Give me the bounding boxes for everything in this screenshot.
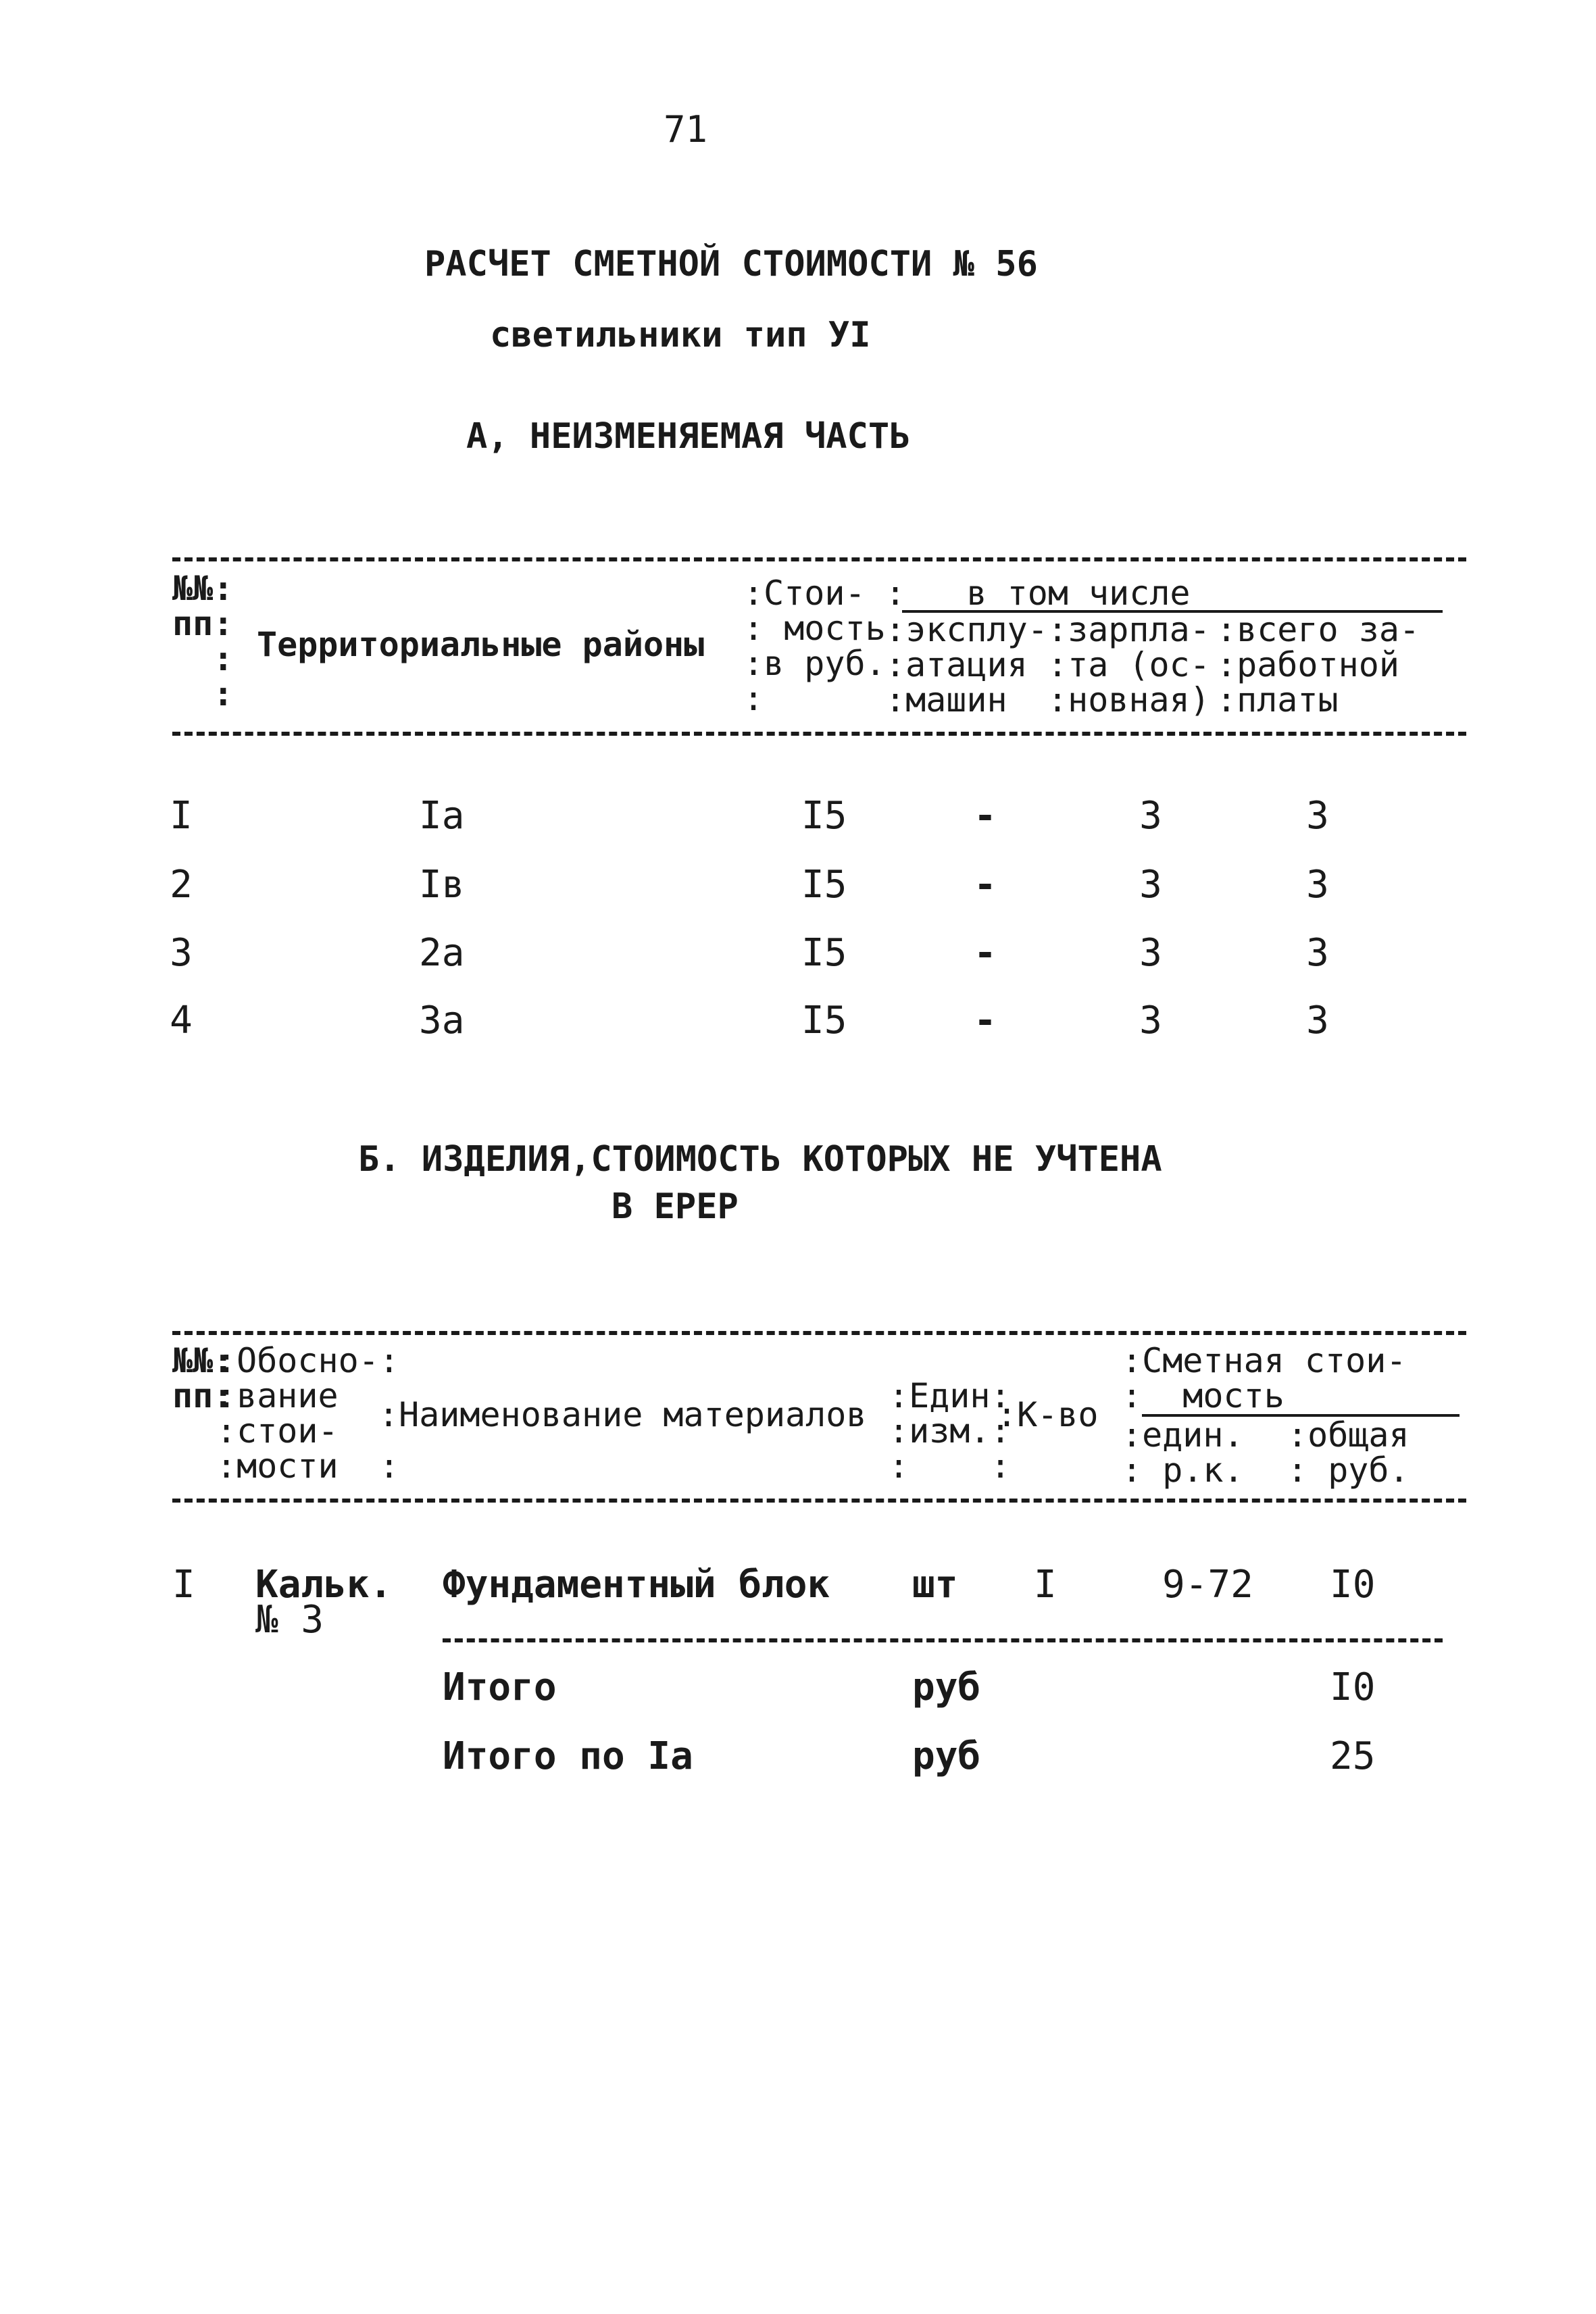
- header-exploitation: :эксплу- :атация :машин: [885, 610, 1048, 720]
- section-b-heading-line1: Б. ИЗДЕЛИЯ,СТОИМОСТЬ КОТОРЫХ НЕ УЧТЕНА: [358, 1139, 1162, 1180]
- total-label: Итого по Iа: [443, 1734, 693, 1778]
- cell-salary: 3: [1139, 999, 1162, 1042]
- cell-num: I: [170, 794, 193, 838]
- page-subtitle: светильники тип УI: [490, 315, 871, 355]
- cell-cost: I5: [801, 794, 847, 838]
- cell-cost: I5: [801, 931, 847, 975]
- total-value: I0: [1330, 1665, 1376, 1709]
- cell-total-salary: 3: [1306, 931, 1329, 975]
- cell-cost: I5: [801, 999, 847, 1042]
- cell-basis-line1: Кальк.: [255, 1563, 393, 1607]
- cell-num: 2: [170, 863, 193, 907]
- cell-region: Iа: [419, 794, 465, 838]
- cell-quantity: I: [1034, 1563, 1057, 1607]
- section-a-header-bottom-rule: [172, 732, 1466, 736]
- header-including: : в том числе: [885, 574, 1191, 613]
- cell-exploitation: -: [974, 863, 997, 907]
- section-b-header-top-rule: [172, 1331, 1466, 1335]
- header-num: №№: пп: : :: [172, 569, 234, 713]
- header-estimated-cost: :Сметная стои- : мость: [1122, 1341, 1407, 1415]
- header-basis: :Обосно-: :вание :стои- :мости :: [216, 1341, 399, 1486]
- cell-num: 3: [170, 931, 193, 975]
- header-num: №№: пп:: [172, 1341, 234, 1415]
- section-b-header-bottom-rule: [172, 1499, 1466, 1503]
- header-material-name: :Наименование материалов: [378, 1395, 867, 1434]
- cell-unit-price: 9-72: [1162, 1563, 1253, 1607]
- cell-exploitation: -: [974, 794, 997, 838]
- header-total-price: :общая : руб.: [1287, 1415, 1410, 1490]
- cell-region: 2а: [419, 931, 465, 975]
- cell-total-salary: 3: [1306, 999, 1329, 1042]
- cell-cost: I5: [801, 863, 847, 907]
- cell-num: I: [172, 1563, 195, 1607]
- section-b-heading-line2: В ЕРЕР: [612, 1186, 739, 1227]
- header-regions: Территориальные районы: [257, 625, 705, 664]
- cell-num: 4: [170, 999, 193, 1042]
- cell-material-name: Фундаментный блок: [443, 1563, 830, 1607]
- cell-basis-line2: № 3: [255, 1598, 324, 1642]
- header-unit: :Един: :изм.: : :: [889, 1376, 1011, 1486]
- section-a-header-top-rule: [172, 557, 1466, 561]
- cell-exploitation: -: [974, 931, 997, 975]
- page-number: 71: [664, 108, 708, 151]
- cell-unit: шт: [912, 1563, 958, 1607]
- header-total-salary: :всего за- :работной :платы: [1216, 610, 1420, 720]
- total-label: Итого: [443, 1665, 557, 1709]
- cell-salary: 3: [1139, 931, 1162, 975]
- header-unit-price: :един. : р.к.: [1122, 1415, 1244, 1490]
- header-cost: :Стои- : мость :в руб. :: [743, 574, 886, 718]
- total-unit: руб: [912, 1665, 981, 1709]
- header-salary: :зарпла- :та (ос- :новная): [1047, 610, 1210, 720]
- cell-region: 3а: [419, 999, 465, 1042]
- section-a-heading: А, НЕИЗМЕНЯЕМАЯ ЧАСТЬ: [466, 416, 911, 457]
- cell-total-salary: 3: [1306, 794, 1329, 838]
- header-quantity: :К-во: [997, 1395, 1099, 1434]
- cell-region: Iв: [419, 863, 465, 907]
- cell-salary: 3: [1139, 794, 1162, 838]
- cell-total-price: I0: [1330, 1563, 1376, 1607]
- total-value: 25: [1330, 1734, 1376, 1778]
- cell-salary: 3: [1139, 863, 1162, 907]
- subtotal-rule: [443, 1638, 1443, 1642]
- total-unit: руб: [912, 1734, 981, 1778]
- cell-total-salary: 3: [1306, 863, 1329, 907]
- page-title: РАСЧЕТ СМЕТНОЙ СТОИМОСТИ № 56: [424, 244, 1038, 284]
- cell-exploitation: -: [974, 999, 997, 1042]
